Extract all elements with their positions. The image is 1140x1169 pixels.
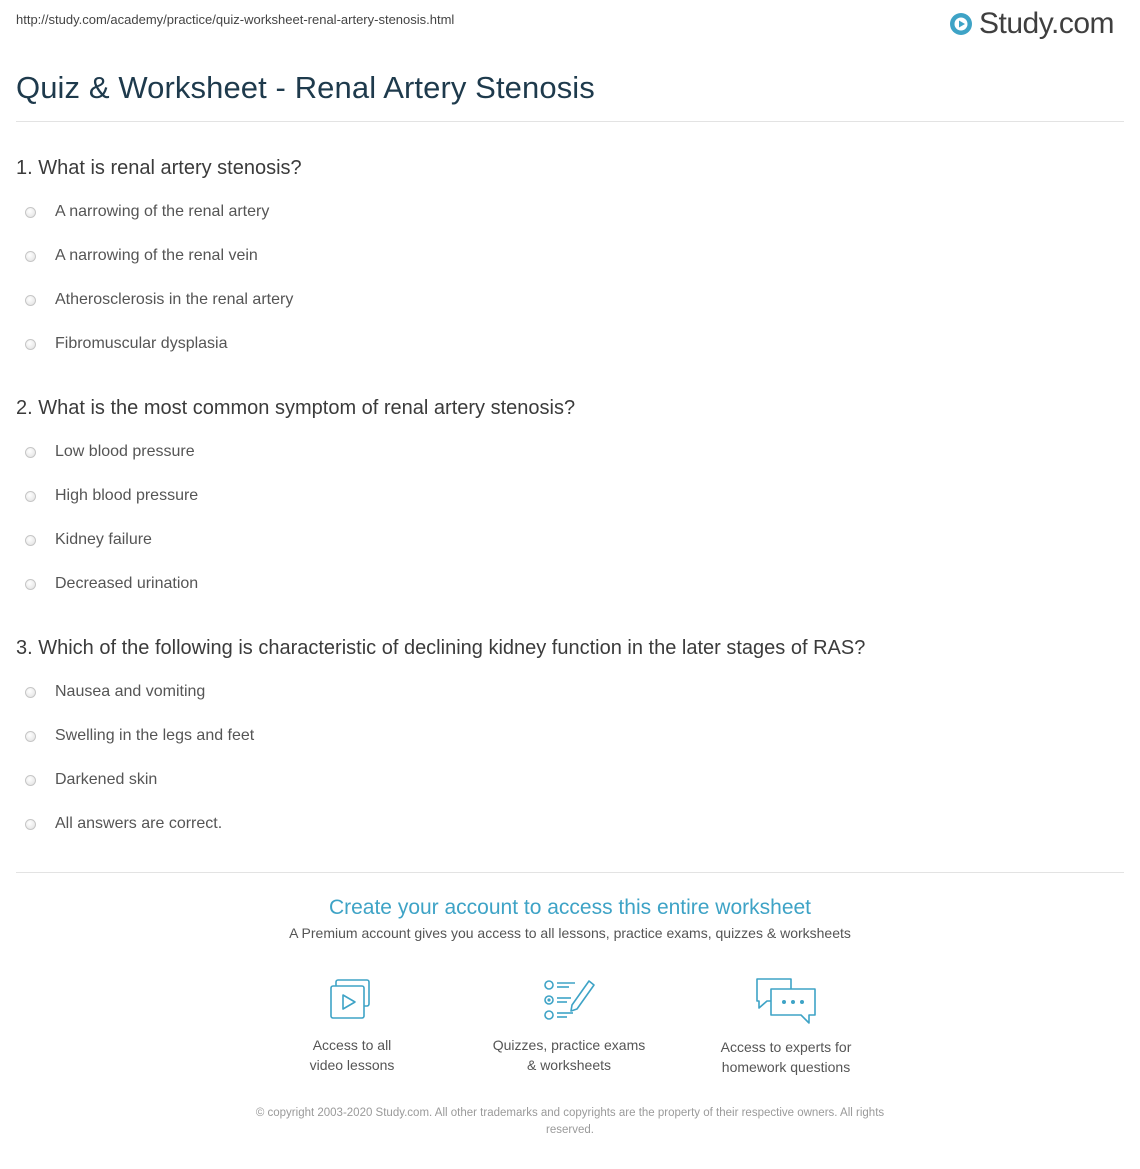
answer-label: Atherosclerosis in the renal artery: [55, 291, 294, 308]
feature-experts: [696, 975, 876, 1077]
answer-label: Darkened skin: [55, 771, 158, 788]
answer-label: Swelling in the legs and feet: [55, 727, 255, 744]
radio-button-icon[interactable]: [25, 775, 36, 786]
answer-label: Low blood pressure: [55, 443, 195, 460]
answer-option[interactable]: [16, 714, 1124, 758]
question-text: 3. Which of the following is characteristic of declining kidney function in the later stages of RAS?: [16, 637, 866, 659]
feature-label-line: video lessons: [309, 1057, 395, 1073]
answer-list: [16, 430, 1124, 606]
logo-text: Study.com: [979, 7, 1114, 40]
question-2: [16, 396, 1124, 606]
radio-button-icon[interactable]: [25, 339, 36, 350]
create-account-link[interactable]: Create your account to access this entire worksheet: [328, 896, 812, 919]
answer-label: Nausea and vomiting: [55, 683, 206, 700]
radio-button-icon[interactable]: [25, 535, 36, 546]
answer-label: Fibromuscular dysplasia: [55, 335, 228, 352]
radio-button-icon[interactable]: [25, 731, 36, 742]
quiz-checklist-icon: [539, 975, 599, 1025]
radio-button-icon[interactable]: [25, 819, 36, 830]
feature-quizzes: [479, 975, 659, 1075]
answer-list: [16, 190, 1124, 366]
feature-label-line: & worksheets: [526, 1057, 612, 1073]
page-title: Quiz & Worksheet - Renal Artery Stenosis: [16, 70, 595, 105]
copyright-line: © copyright 2003-2020 Study.com. All other trademarks and copyrights are the property of their respective owners. All rights: [255, 1107, 885, 1119]
answer-option[interactable]: [16, 190, 1124, 234]
answer-label: All answers are correct.: [55, 815, 223, 832]
radio-button-icon[interactable]: [25, 447, 36, 458]
answer-label: A narrowing of the renal vein: [55, 247, 258, 264]
top-bar: [16, 7, 1124, 42]
page-url[interactable]: http://study.com/academy/practice/quiz-worksheet-renal-artery-stenosis.html: [16, 12, 455, 27]
feature-label: [262, 1035, 442, 1075]
question-text: 2. What is the most common symptom of renal artery stenosis?: [16, 397, 576, 419]
answer-option[interactable]: [16, 758, 1124, 802]
video-lessons-icon: [322, 975, 382, 1025]
answer-option[interactable]: [16, 430, 1124, 474]
question-1: [16, 156, 1124, 366]
answer-option[interactable]: [16, 518, 1124, 562]
feature-label-line: Quizzes, practice exams: [492, 1037, 646, 1053]
radio-button-icon[interactable]: [25, 207, 36, 218]
play-circle-icon: [949, 12, 973, 36]
chat-bubbles-icon: [751, 975, 821, 1027]
answer-label: High blood pressure: [55, 487, 199, 504]
feature-label-line: Access to all: [312, 1037, 392, 1053]
radio-button-icon[interactable]: [25, 295, 36, 306]
radio-button-icon[interactable]: [25, 687, 36, 698]
copyright-line: reserved.: [546, 1124, 594, 1136]
answer-option[interactable]: [16, 322, 1124, 366]
answer-option[interactable]: [16, 562, 1124, 606]
feature-label: [479, 1035, 659, 1075]
answer-label: A narrowing of the renal artery: [55, 203, 270, 220]
answer-list: [16, 670, 1124, 846]
answer-option[interactable]: [16, 234, 1124, 278]
answer-label: Decreased urination: [55, 575, 199, 592]
feature-label: [696, 1037, 876, 1077]
answer-option[interactable]: [16, 802, 1124, 846]
promo-section: [0, 895, 1140, 941]
feature-video-lessons: [262, 975, 442, 1075]
question-3: [16, 636, 1124, 846]
radio-button-icon[interactable]: [25, 491, 36, 502]
question-text: 1. What is renal artery stenosis?: [16, 157, 302, 179]
study-logo[interactable]: [949, 9, 1114, 39]
answer-option[interactable]: [16, 474, 1124, 518]
feature-label-line: Access to experts for: [720, 1039, 852, 1055]
title-divider: [16, 121, 1124, 122]
answer-option[interactable]: [16, 670, 1124, 714]
promo-divider: [16, 872, 1124, 873]
radio-button-icon[interactable]: [25, 251, 36, 262]
feature-label-line: homework questions: [721, 1059, 851, 1075]
answer-option[interactable]: [16, 278, 1124, 322]
promo-subtitle: A Premium account gives you access to all lessons, practice exams, quizzes & worksheets: [289, 925, 851, 941]
radio-button-icon[interactable]: [25, 579, 36, 590]
answer-label: Kidney failure: [55, 531, 152, 548]
copyright-notice: [215, 1105, 925, 1139]
